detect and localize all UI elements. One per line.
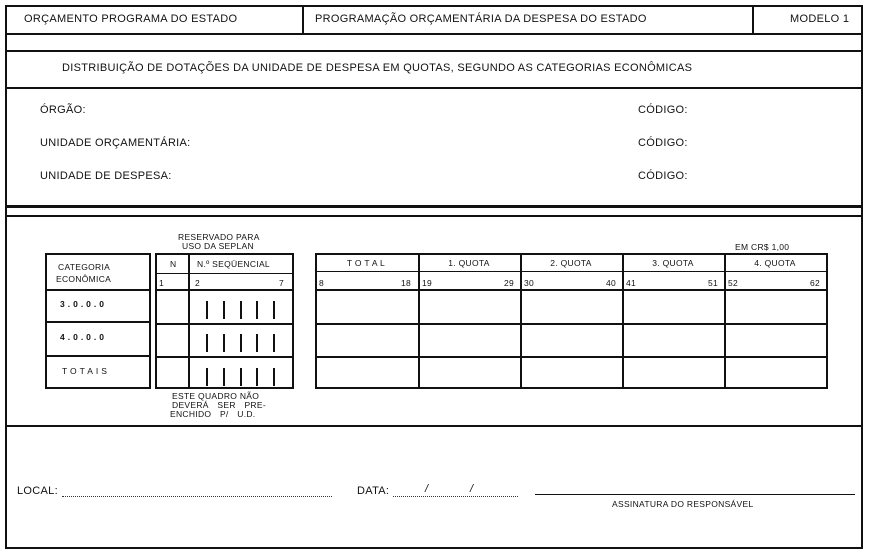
local-label: LOCAL: — [17, 485, 58, 497]
digit-separator-tick — [240, 334, 242, 352]
quota-cell[interactable] — [624, 291, 722, 321]
quota-column-end: 29 — [504, 278, 515, 288]
quota-cell[interactable] — [420, 291, 518, 321]
quota-column-header: 2. QUOTA — [550, 258, 592, 268]
digit-separator-tick — [273, 301, 275, 319]
quota-column-start: 19 — [422, 278, 433, 288]
seplan-note: ENCHIDO P/ U.D. — [170, 409, 256, 419]
quota-cell[interactable] — [522, 291, 620, 321]
quota-column-header: T O T A L — [346, 258, 386, 268]
quota-column-end: 18 — [401, 278, 412, 288]
date-label: DATA: — [357, 485, 390, 497]
quota-cell[interactable] — [726, 358, 824, 388]
quota-column-header: 4. QUOTA — [754, 258, 796, 268]
category-row: 4.0.0.0 — [60, 332, 107, 342]
divider — [155, 289, 292, 291]
digit-separator-tick — [256, 334, 258, 352]
divider — [302, 5, 304, 33]
category-header: ECONÔMICA — [56, 274, 112, 284]
divider — [5, 87, 861, 89]
digit-separator-tick — [256, 301, 258, 319]
divider — [155, 273, 292, 274]
divider — [45, 321, 149, 323]
field-unidade-orcamentaria-code-label: CÓDIGO: — [638, 137, 688, 149]
seplan-n-start: 1 — [159, 278, 165, 288]
digit-separator-tick — [223, 301, 225, 319]
date-separator: / — [425, 483, 429, 495]
quota-column-header: 3. QUOTA — [652, 258, 694, 268]
digit-separator-tick — [240, 368, 242, 386]
quota-column-start: 30 — [524, 278, 535, 288]
category-row: 3.0.0.0 — [60, 299, 107, 309]
quota-column-header: 1. QUOTA — [448, 258, 490, 268]
digit-separator-tick — [273, 368, 275, 386]
divider — [5, 33, 861, 35]
form-title: DISTRIBUIÇÃO DE DOTAÇÕES DA UNIDADE DE DESPESA EM QUOTAS, SEGUNDO AS CATEGORIAS ECONÔMICAS — [62, 62, 693, 74]
quota-column-start: 52 — [728, 278, 739, 288]
divider — [5, 425, 861, 427]
quota-column-end: 40 — [606, 278, 617, 288]
divider — [5, 50, 861, 52]
quota-cell[interactable] — [624, 358, 722, 388]
digit-separator-tick — [206, 301, 208, 319]
seplan-seq-end: 7 — [279, 278, 285, 288]
category-row: TOTAIS — [62, 366, 110, 376]
seplan-title: USO DA SEPLAN — [182, 241, 254, 251]
seplan-col-n: N — [170, 259, 177, 269]
quota-column-end: 62 — [810, 278, 821, 288]
divider — [752, 5, 754, 33]
quota-cell[interactable] — [420, 325, 518, 355]
digit-separator-tick — [240, 301, 242, 319]
seplan-seq-start: 2 — [195, 278, 201, 288]
quota-cell[interactable] — [726, 325, 824, 355]
quota-cell[interactable] — [726, 291, 824, 321]
field-unidade-despesa-label: UNIDADE DE DESPESA: — [40, 170, 172, 182]
field-unidade-despesa-code-label: CÓDIGO: — [638, 170, 688, 182]
digit-separator-tick — [223, 334, 225, 352]
quota-cell[interactable] — [317, 358, 415, 388]
currency-note: EM CR$ 1,00 — [735, 242, 790, 252]
digit-separator-tick — [206, 368, 208, 386]
quota-cell[interactable] — [522, 325, 620, 355]
divider — [155, 323, 292, 325]
divider — [5, 205, 861, 208]
digit-separator-tick — [206, 334, 208, 352]
seplan-col-seq: N.º SEQÜENCIAL — [197, 259, 270, 269]
digit-separator-tick — [256, 368, 258, 386]
digit-separator-tick — [223, 368, 225, 386]
signature-line[interactable] — [535, 494, 855, 495]
seplan-note: ESTE QUADRO NÃO — [172, 391, 260, 401]
local-field[interactable] — [62, 496, 332, 497]
header-left: ORÇAMENTO PROGRAMA DO ESTADO — [24, 13, 238, 25]
date-separator: / — [470, 483, 474, 495]
quota-cell[interactable] — [317, 325, 415, 355]
quota-cell[interactable] — [522, 358, 620, 388]
seplan-note: DEVERÁ SER PRE- — [172, 400, 266, 410]
quota-column-end: 51 — [708, 278, 719, 288]
divider — [315, 271, 826, 272]
header-model: MODELO 1 — [790, 13, 850, 25]
field-unidade-orcamentaria-label: UNIDADE ORÇAMENTÁRIA: — [40, 137, 191, 149]
divider — [155, 356, 292, 358]
divider — [5, 215, 861, 217]
signature-label: ASSINATURA DO RESPONSÁVEL — [612, 499, 754, 509]
category-header: CATEGORIA — [58, 262, 111, 272]
quota-column-start: 41 — [626, 278, 637, 288]
quota-cell[interactable] — [624, 325, 722, 355]
quota-cell[interactable] — [317, 291, 415, 321]
seplan-title: RESERVADO PARA — [178, 232, 260, 242]
field-orgao-label: ÓRGÃO: — [40, 104, 86, 116]
divider — [45, 355, 149, 357]
date-field[interactable] — [393, 496, 518, 497]
quota-column-start: 8 — [319, 278, 325, 288]
digit-separator-tick — [273, 334, 275, 352]
header-center: PROGRAMAÇÃO ORÇAMENTÁRIA DA DESPESA DO ESTADO — [315, 13, 647, 25]
quota-cell[interactable] — [420, 358, 518, 388]
field-orgao-code-label: CÓDIGO: — [638, 104, 688, 116]
divider — [45, 289, 149, 291]
